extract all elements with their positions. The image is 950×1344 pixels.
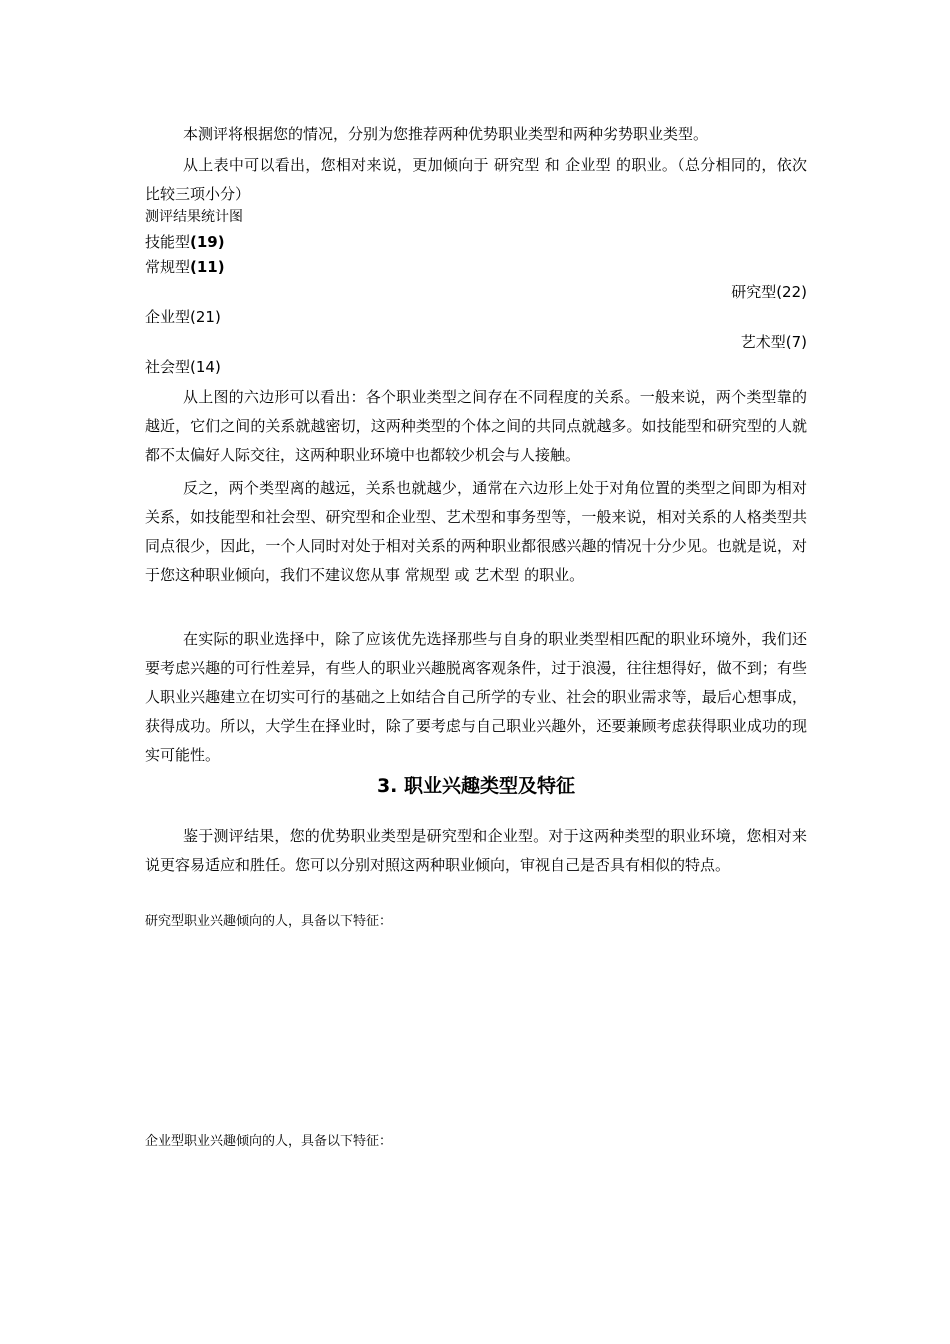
chart-label-conventional-score: (11) — [190, 258, 225, 276]
analysis-paragraph-1: 从上图的六边形可以看出：各个职业类型之间存在不同程度的关系。一般来说，两个类型靠的越近，它们之间的关系就越密切，这两种类型的个体之间的共同点就越多。如技能型和研究型的人就都不太偏好人际交往，这两种职业环境中也都较少机会与人接触。 — [145, 388, 807, 464]
chart-label-social — [145, 355, 221, 379]
chart-label-skill — [145, 230, 225, 254]
intro-paragraph-1: 本测评将根据您的情况，分别为您推荐两种优势职业类型和两种劣势职业类型。 — [183, 125, 709, 143]
intro-paragraph-2: 从上表中可以看出，您相对来说，更加倾向于 研究型 和 企业型 的职业。（总分相同的，依次比较三项小分） — [145, 156, 807, 203]
chart-label-enterprise — [145, 305, 221, 329]
chart-label-conventional — [145, 255, 225, 279]
document-page — [145, 0, 807, 1344]
analysis-paragraph-2: 反之，两个类型离的越远，关系也就越少，通常在六边形上处于对角位置的类型之间即为相对关系，如技能型和社会型、研究型和企业型、艺术型和事务型等，一般来说，相对关系的人格类型共同点很少，因此，一个人同时对处于相对关系的两种职业都很感兴趣的情况十分少见。也就是说，对于您这种职业倾向，我们不建议您从事 常规型 或 艺术型 的职业。 — [145, 479, 807, 584]
section-number: 3. — [376, 775, 398, 797]
chart-label-enterprise-score: (21) — [190, 308, 221, 326]
chart-label-artistic-score: (7) — [785, 333, 807, 351]
chart-label-research-name: 研究型 — [731, 283, 777, 301]
analysis-paragraph-3: 在实际的职业选择中，除了应该优先选择那些与自身的职业类型相匹配的职业环境外，我们还要考虑兴趣的可行性差异，有些人的职业兴趣脱离客观条件，过于浪漫，往往想得好，做不到；有些人职业兴趣建立在切实可行的基础之上如结合自己所学的专业、社会的职业需求等，最后心想事成，获得成功。所以，大学生在择业时，除了要考虑与自己职业兴趣外，还要兼顾考虑获得职业成功的现实可能性。 — [145, 630, 807, 764]
chart-label-artistic-name: 艺术型 — [740, 333, 786, 351]
chart-label-research-score: (22) — [776, 283, 807, 301]
chart-title: 测评结果统计图 — [145, 209, 243, 225]
chart-label-conventional-name: 常规型 — [145, 258, 191, 276]
chart-label-social-name: 社会型 — [145, 358, 191, 376]
section-title: 职业兴趣类型及特征 — [404, 775, 576, 797]
research-caption: 研究型职业兴趣倾向的人，具备以下特征： — [145, 914, 393, 929]
chart-label-social-score: (14) — [190, 358, 221, 376]
section-heading — [145, 771, 807, 801]
chart-label-enterprise-name: 企业型 — [145, 308, 191, 326]
section-paragraph: 鉴于测评结果，您的优势职业类型是研究型和企业型。对于这两种类型的职业环境，您相对来说更容易适应和胜任。您可以分别对照这两种职业倾向，审视自己是否具有相似的特点。 — [145, 827, 807, 874]
chart-label-skill-name: 技能型 — [145, 233, 191, 251]
chart-label-skill-score: (19) — [190, 233, 225, 251]
enterprise-caption: 企业型职业兴趣倾向的人，具备以下特征： — [145, 1134, 393, 1149]
chart-label-artistic — [741, 330, 807, 354]
chart-label-research — [731, 280, 807, 304]
